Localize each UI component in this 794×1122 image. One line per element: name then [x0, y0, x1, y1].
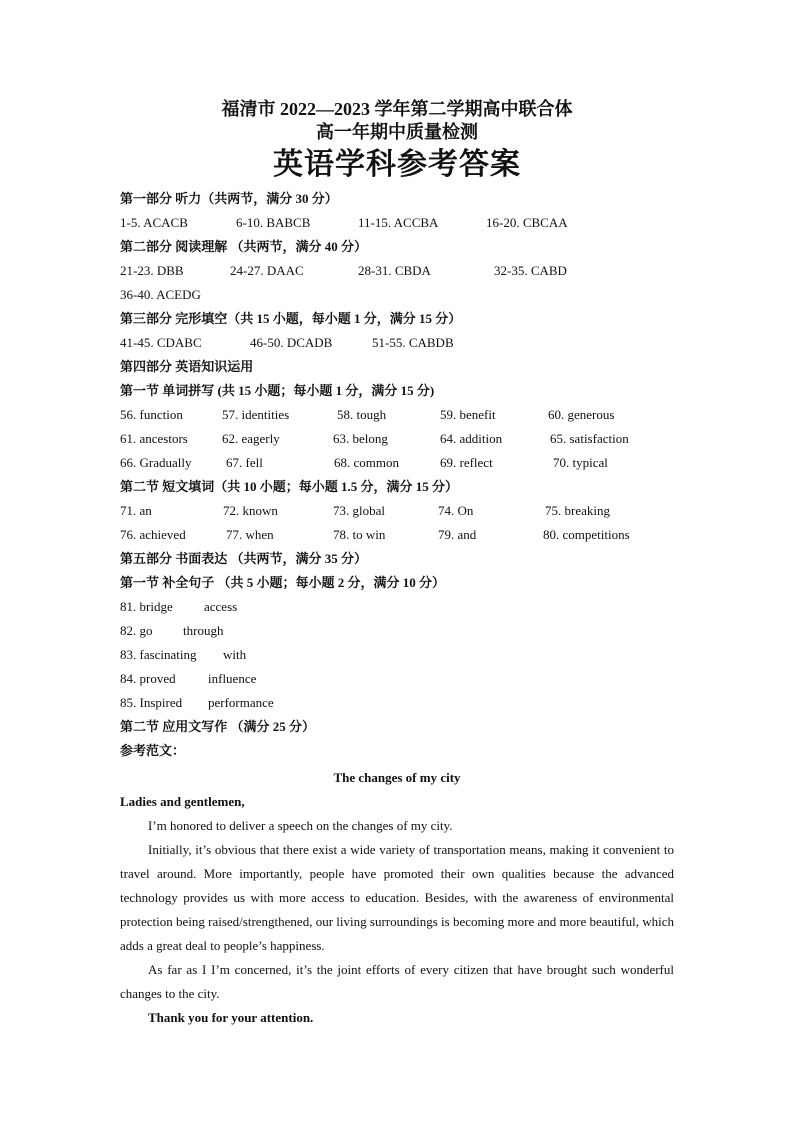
part4-section2-heading: 第二节 短文填词（共 10 小题；每小题 1.5 分，满分 15 分） — [120, 479, 459, 494]
part5-section1-heading: 第一节 补全句子 （共 5 小题；每小题 2 分，满分 10 分） — [120, 575, 446, 590]
essay-greeting: Ladies and gentlemen, — [120, 794, 245, 809]
word-answer: 60. generous — [548, 407, 615, 422]
word-answer: 66. Gradually — [120, 455, 192, 470]
word-answer: 59. benefit — [440, 407, 496, 422]
part5-heading: 第五部分 书面表达 （共两节，满分 35 分） — [120, 551, 368, 566]
part2-heading: 第二部分 阅读理解 （共两节，满分 40 分） — [120, 239, 368, 254]
fill-answer: 73. global — [333, 503, 385, 518]
answer-group: 36-40. ACEDG — [120, 287, 201, 302]
part5-section2-heading: 第二节 应用文写作 （满分 25 分） — [120, 719, 316, 734]
essay-paragraph: Initially, it’s obvious that there exist a wide variety of transportation means, making it convenient to travel around. More importantly, people have promoted their own qualities because the advanced technology provides us with more access to education. Besides, with the awareness of environmental protection being raised/strengthened, our living surroundings is becoming more and more beautiful, which adds a great deal to people’s happiness. — [120, 842, 674, 953]
sentence-answer-a: 84. proved — [120, 671, 176, 686]
answer-group: 1-5. ACACB — [120, 215, 188, 230]
answer-group: 46-50. DCADB — [250, 335, 333, 350]
part3-heading: 第三部分 完形填空（共 15 小题，每小题 1 分，满分 15 分） — [120, 311, 462, 326]
answer-group: 11-15. ACCBA — [358, 215, 439, 230]
essay-paragraph: I’m honored to deliver a speech on the changes of my city. — [148, 818, 453, 833]
essay-paragraph: As far as I I’m concerned, it’s the joint efforts of every citizen that have brought such wonderful changes to the city. — [120, 962, 674, 1001]
fill-answer: 74. On — [438, 503, 474, 518]
sentence-answer-b: influence — [208, 671, 257, 686]
sentence-answer-b: performance — [208, 695, 274, 710]
word-answer: 62. eagerly — [222, 431, 280, 446]
answer-group: 24-27. DAAC — [230, 263, 304, 278]
word-answer: 56. function — [120, 407, 183, 422]
document-title-school: 福清市 2022—2023 学年第二学期高中联合体 — [221, 99, 573, 119]
word-answer: 68. common — [334, 455, 399, 470]
word-answer: 64. addition — [440, 431, 503, 446]
fill-answer: 78. to win — [333, 527, 386, 542]
essay-title: The changes of my city — [333, 770, 461, 785]
essay-closing: Thank you for your attention. — [148, 1010, 314, 1025]
fill-answer: 71. an — [120, 503, 152, 518]
word-answer: 58. tough — [337, 407, 387, 422]
sentence-answer-a: 83. fascinating — [120, 647, 197, 662]
answer-group: 51-55. CABDB — [372, 335, 454, 350]
sentence-answer-a: 82. go — [120, 623, 153, 638]
word-answer: 70. typical — [553, 455, 608, 470]
answer-group: 41-45. CDABC — [120, 335, 202, 350]
word-answer: 57. identities — [222, 407, 290, 422]
word-answer: 65. satisfaction — [550, 431, 629, 446]
word-answer: 69. reflect — [440, 455, 493, 470]
part4-section1-heading: 第一节 单词拼写 (共 15 小题；每小题 1 分，满分 15 分) — [120, 383, 435, 398]
part4-heading: 第四部分 英语知识运用 — [120, 359, 254, 374]
fill-answer: 72. known — [223, 503, 278, 518]
sentence-answer-b: with — [223, 647, 247, 662]
sentence-answer-a: 85. Inspired — [120, 695, 183, 710]
fill-answer: 80. competitions — [543, 527, 630, 542]
document-title-main: 英语学科参考答案 — [273, 148, 521, 181]
fill-answer: 75. breaking — [545, 503, 610, 518]
answer-group: 32-35. CABD — [494, 263, 567, 278]
word-answer: 61. ancestors — [120, 431, 188, 446]
fill-answer: 77. when — [226, 527, 274, 542]
document-title-exam: 高一年期中质量检测 — [316, 122, 478, 142]
answer-group: 28-31. CBDA — [358, 263, 431, 278]
word-answer: 67. fell — [226, 455, 263, 470]
part1-heading: 第一部分 听力（共两节，满分 30 分） — [120, 191, 338, 206]
fill-answer: 79. and — [438, 527, 477, 542]
sentence-answer-b: access — [204, 599, 238, 614]
sentence-answer-a: 81. bridge — [120, 599, 173, 614]
sample-essay-label: 参考范文： — [120, 743, 186, 758]
answer-group: 16-20. CBCAA — [486, 215, 568, 230]
answer-group: 6-10. BABCB — [236, 215, 311, 230]
sentence-answer-b: through — [183, 623, 224, 638]
word-answer: 63. belong — [333, 431, 388, 446]
answer-group: 21-23. DBB — [120, 263, 184, 278]
fill-answer: 76. achieved — [120, 527, 186, 542]
